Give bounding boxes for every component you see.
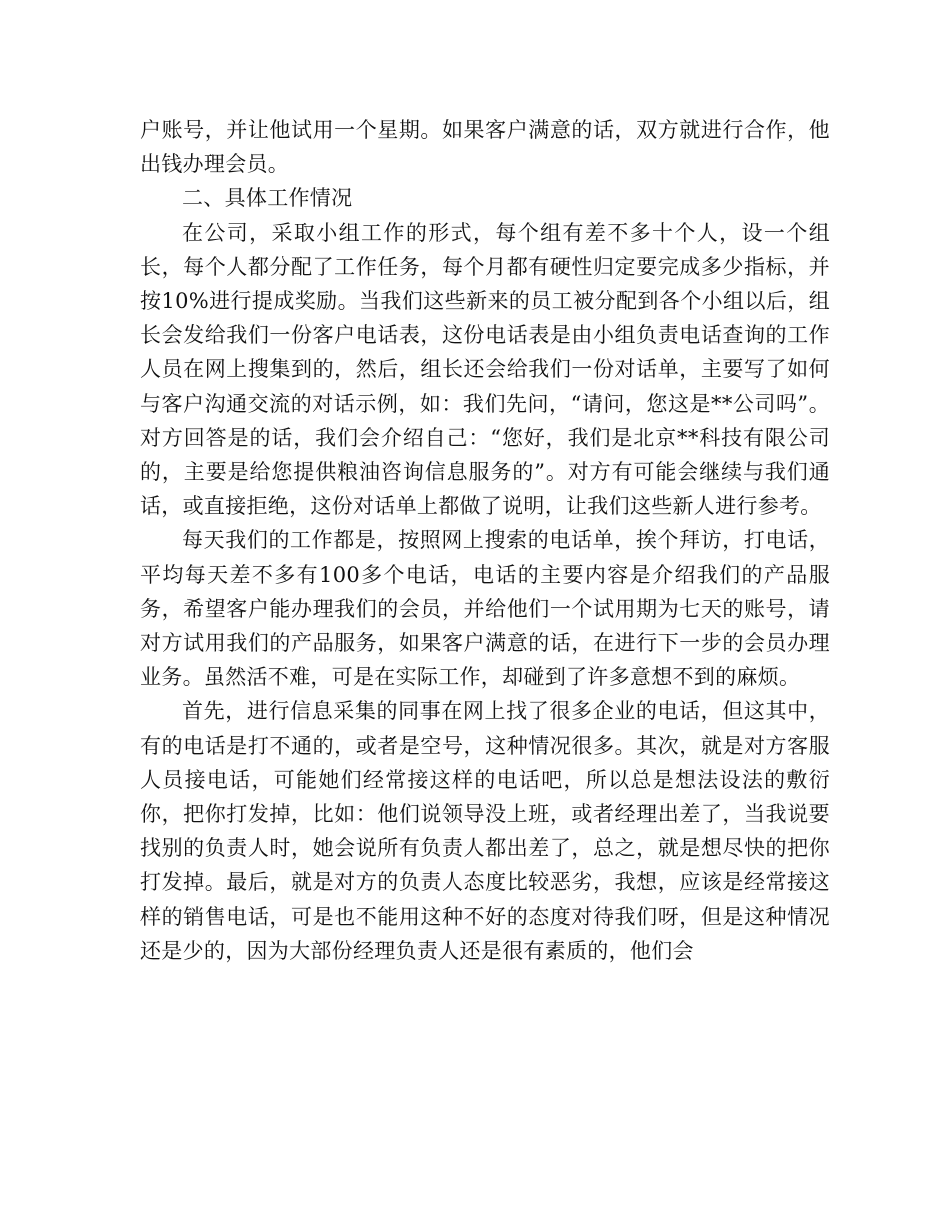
document-body [140, 113, 830, 968]
paragraph-daily-work: 每天我们的工作都是，按照网上搜索的电话单，挨个拜访，打电话，平均每天差不多有100多个电话，电话的主要内容是介绍我们的产品服务，希望客户能办理我们的会员，并给他们一个试用期为七天的账号，请对方试用我们的产品服务，如果客户满意的话，在进行下一步的会员办理业务。虽然活不难，可是在实际工作，却碰到了许多意想不到的麻烦。 [140, 528, 830, 690]
section-heading: 二、具体工作情况 [182, 186, 353, 211]
paragraph-continuation: 户账号，并让他试用一个星期。如果客户满意的话，双方就进行合作，他出钱办理会员。 [140, 118, 830, 177]
paragraph-problems: 首先，进行信息采集的同事在网上找了很多企业的电话，但这其中，有的电话是打不通的，或者是空号，这种情况很多。其次，就是对方客服人员接电话，可能她们经常接这样的电话吧，所以总是想法设法的敷衍你，把你打发掉，比如：他们说领导没上班，或者经理出差了，当我说要找别的负责人时，她会说所有负责人都出差了，总之，就是想尽快的把你打发掉。最后，就是对方的负责人态度比较恶劣，我想，应该是经常接这样的销售电话，可是也不能用这种不好的态度对待我们呀，但是这种情况还是少的，因为大部份经理负责人还是很有素质的，他们会 [140, 699, 830, 963]
paragraph-work-form: 在公司，采取小组工作的形式，每个组有差不多十个人，设一个组长，每个人都分配了工作任务，每个月都有硬性归定要完成多少指标，并按10%进行提成奖励。当我们这些新来的员工被分配到各个小组以后，组长会发给我们一份客户电话表，这份电话表是由小组负责电话查询的工作人员在网上搜集到的，然后，组长还会给我们一份对话单，主要写了如何与客户沟通交流的对话示例，如：我们先问，“请问，您这是**公司吗”。对方回答是的话，我们会介绍自己：“您好，我们是北京**科技有限公司的，主要是给您提供粮油咨询信息服务的”。对方有可能会继续与我们通话，或直接拒绝，这份对话单上都做了说明，让我们这些新人进行参考。 [140, 220, 830, 519]
